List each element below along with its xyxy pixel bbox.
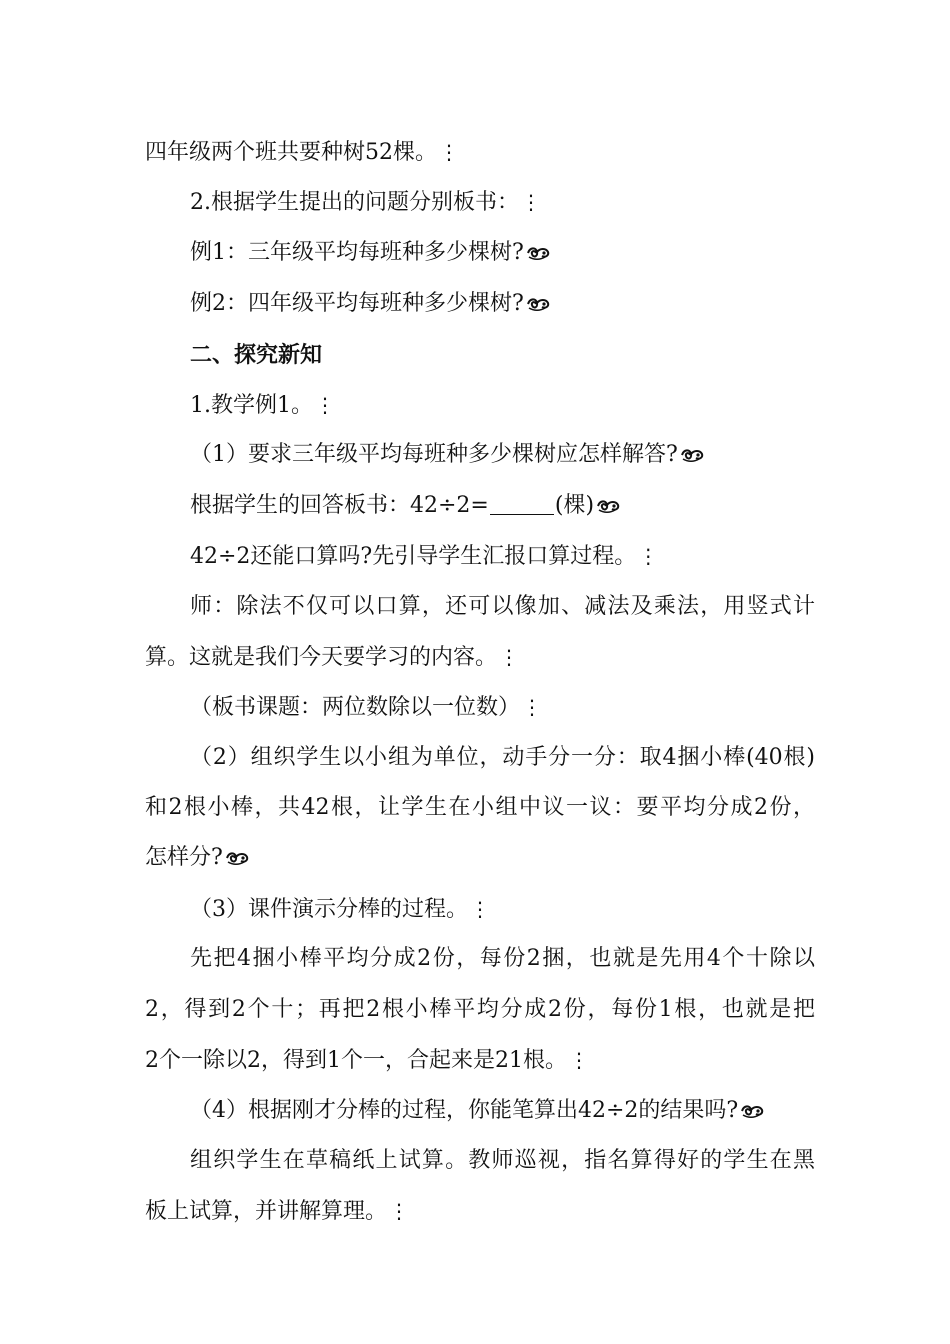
swirl-icon — [740, 1103, 764, 1119]
paragraph-line — [190, 440, 815, 470]
paragraph-mark-icon: ⋮ — [521, 190, 541, 214]
text: （板书课题：两位数除以一位数） — [190, 695, 521, 720]
paragraph-mark-icon: ⋮ — [522, 695, 543, 719]
swirl-icon — [680, 447, 704, 463]
text: （1）要求三年级平均每班种多少棵树应怎样解答? — [190, 442, 678, 467]
paragraph-line — [190, 1146, 815, 1176]
example-1-line — [190, 238, 815, 268]
paragraph-line — [145, 137, 815, 168]
paragraph-mark-icon: ⋮ — [315, 393, 335, 417]
paragraph-line — [190, 944, 815, 974]
text: 2.根据学生提出的问题分别板书： — [190, 190, 519, 215]
paragraph-mark-icon: ⋮ — [470, 897, 490, 921]
answer-blank — [490, 494, 554, 515]
paragraph-line — [190, 894, 815, 925]
paragraph-line — [190, 1096, 815, 1126]
text: 例1：三年级平均每班种多少棵树? — [190, 240, 524, 265]
swirl-icon — [526, 245, 550, 261]
heading-text: 二、探究新知 — [190, 342, 323, 368]
paragraph-line — [190, 592, 815, 622]
paragraph-line — [145, 642, 815, 673]
text: 1.教学例1。 — [190, 393, 313, 418]
paragraph-line — [145, 793, 815, 823]
text: 42÷2还能口算吗?先引导学生汇报口算过程。 — [190, 544, 637, 569]
text: 根据学生的回答板书：42÷2= — [190, 493, 489, 518]
text: （4）根据刚才分棒的过程，你能笔算出42÷2的结果吗? — [190, 1098, 739, 1123]
swirl-icon — [596, 498, 620, 514]
paragraph-line — [190, 692, 815, 723]
text: 算。这就是我们今天要学习的内容。 — [145, 645, 498, 670]
text: 例2：四年级平均每班种多少棵树? — [190, 291, 524, 316]
text: 板上试算，并讲解算理。 — [145, 1199, 388, 1224]
paragraph-mark-icon: ⋮ — [569, 1048, 589, 1072]
text: （2）组织学生以小组为单位，动手分一分：取4捆小棒(40根) — [190, 745, 815, 770]
paragraph-mark-icon: ⋮ — [439, 140, 459, 164]
paragraph-line — [190, 390, 815, 421]
paragraph-line — [145, 1196, 815, 1227]
paragraph-line — [145, 843, 815, 873]
text: 先把4捆小棒平均分成2份，每份2捆，也就是先用4个十除以 — [190, 946, 815, 971]
text: 和2根小棒，共42根，让学生在小组中议一议：要平均分成2份， — [145, 795, 815, 820]
unit-text: (棵) — [554, 493, 595, 518]
section-heading — [190, 340, 815, 370]
paragraph-line — [145, 1045, 815, 1076]
paragraph-line — [190, 187, 815, 218]
text: 2个一除以2，得到1个一，合起来是21根。 — [145, 1048, 567, 1073]
paragraph-mark-icon: ⋮ — [638, 544, 659, 568]
paragraph-line — [190, 541, 815, 572]
text: 组织学生在草稿纸上试算。教师巡视，指名算得好的学生在黑 — [190, 1148, 815, 1173]
text: （3）课件演示分棒的过程。 — [190, 897, 468, 922]
board-writing-line — [190, 491, 815, 521]
text: 2，得到2个十；再把2根小棒平均分成2份，每份1根，也就是把 — [145, 997, 815, 1022]
paragraph-line — [145, 995, 815, 1025]
paragraph-mark-icon: ⋮ — [389, 1199, 410, 1223]
text: 怎样分? — [145, 845, 223, 870]
paragraph-line — [190, 743, 815, 773]
paragraph-mark-icon: ⋮ — [499, 645, 520, 669]
swirl-icon — [526, 296, 550, 312]
swirl-icon — [225, 850, 249, 866]
text: 师：除法不仅可以口算，还可以像加、减法及乘法，用竖式计 — [190, 594, 815, 619]
text: 四年级两个班共要种树52棵。 — [145, 140, 437, 165]
example-2-line — [190, 289, 815, 319]
